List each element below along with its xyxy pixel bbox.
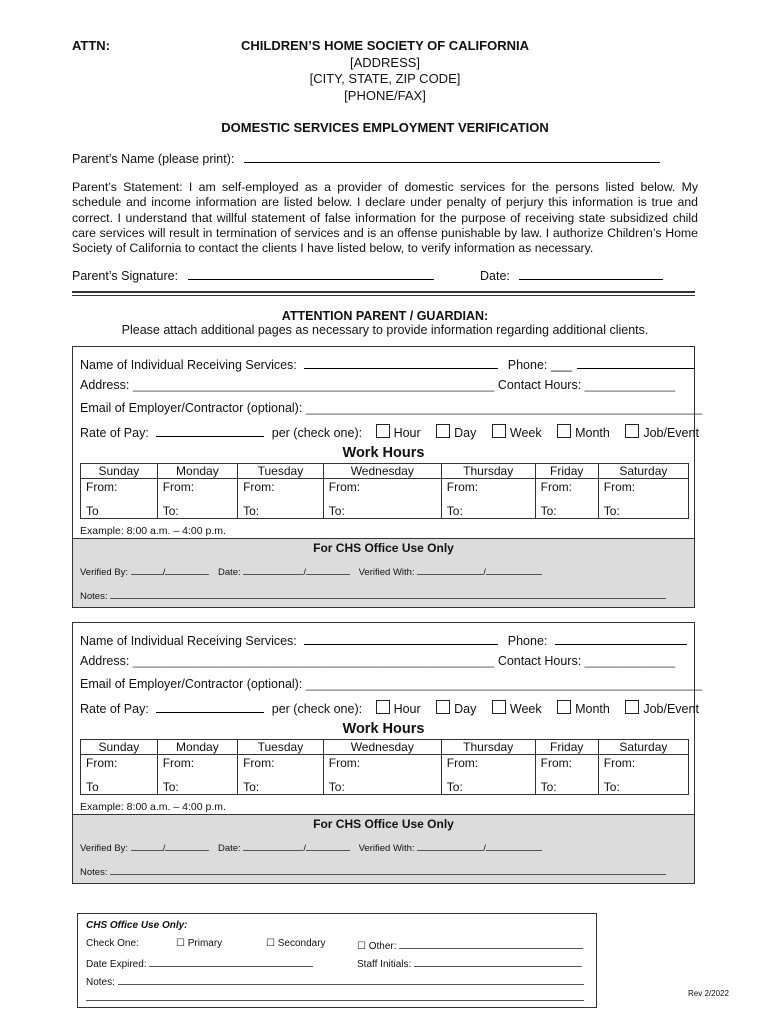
checkbox-icon[interactable]	[557, 424, 571, 438]
client2-contact-label: Contact Hours:	[497, 654, 582, 668]
client2-address-row	[80, 654, 675, 668]
day-cell[interactable]: From: To:	[441, 479, 535, 519]
day-cell[interactable]: From: To	[81, 479, 158, 519]
checkbox-icon[interactable]	[376, 700, 390, 714]
client1-work-hours-title: Work Hours	[342, 445, 425, 461]
day-cell[interactable]: From: To:	[323, 755, 441, 795]
client1-contact-field[interactable]: _____________	[584, 378, 676, 392]
client1-option-job[interactable]: Job/Event	[625, 426, 699, 440]
office-notes-line-2[interactable]	[86, 1000, 584, 1001]
staff-initials-field[interactable]	[414, 956, 582, 967]
client1-contact-label: Contact Hours:	[497, 378, 582, 392]
client1-phone-prefix: ___	[550, 358, 572, 372]
day-header: Monday	[157, 740, 237, 755]
day-cell[interactable]: From: To:	[598, 755, 688, 795]
checkbox-icon[interactable]	[492, 424, 506, 438]
org-name: CHILDREN’S HOME SOCIETY OF CALIFORNIA	[241, 38, 529, 53]
client1-name-row	[80, 356, 695, 372]
date-expired-row	[86, 956, 313, 970]
client2-contact-field[interactable]: _____________	[584, 654, 676, 668]
signature-date-row	[480, 267, 663, 283]
signature-row	[72, 267, 434, 283]
day-header: Wednesday	[323, 464, 441, 479]
client1-address-label: Address:	[80, 378, 130, 392]
client2-option-month[interactable]: Month	[557, 702, 610, 716]
client2-verified-row: Verified By: / Date: / Verified With: /	[80, 840, 542, 854]
day-header: Tuesday	[238, 740, 324, 755]
client2-example: Example: 8:00 a.m. – 4:00 p.m.	[80, 801, 226, 813]
client2-work-hours-table	[80, 739, 689, 795]
client2-email-label: Email of Employer/Contractor (optional):	[80, 677, 303, 691]
other-option-row	[357, 938, 583, 952]
parent-name-field[interactable]	[244, 150, 660, 163]
day-header: Wednesday	[323, 740, 441, 755]
other-field[interactable]	[399, 938, 583, 949]
client2-address-field[interactable]: ____________________________________________________	[132, 654, 495, 668]
client2-rate-row	[80, 700, 699, 716]
day-cell[interactable]: From: To:	[157, 755, 237, 795]
divider-bottom	[72, 295, 695, 296]
client2-rate-field[interactable]	[156, 700, 264, 713]
secondary-option[interactable]: ☐ Secondary	[266, 938, 326, 949]
divider-top	[72, 291, 695, 293]
client1-verified-row: Verified By: / Date: / Verified With: /	[80, 564, 542, 578]
day-cell[interactable]: From: To:	[441, 755, 535, 795]
client2-email-field[interactable]: _________________________________________________________	[305, 677, 703, 691]
org-city: [CITY, STATE, ZIP CODE]	[309, 71, 461, 86]
checkbox-icon[interactable]	[376, 424, 390, 438]
parent-name-label: Parent’s Name (please print):	[72, 152, 235, 166]
checkbox-icon[interactable]	[436, 424, 450, 438]
day-header: Saturday	[598, 740, 688, 755]
client2-phone-field[interactable]	[555, 632, 687, 645]
client1-phone-label: Phone:	[507, 358, 548, 372]
client2-per-label: per (check one):	[271, 702, 363, 716]
client2-name-label: Name of Individual Receiving Services:	[80, 634, 297, 648]
client2-notes-row: Notes:	[80, 864, 666, 878]
checkbox-icon[interactable]	[557, 700, 571, 714]
client1-email-label: Email of Employer/Contractor (optional):	[80, 401, 303, 415]
client1-email-row	[80, 401, 702, 415]
client2-name-field[interactable]	[304, 632, 498, 645]
checkbox-icon[interactable]	[625, 424, 639, 438]
form-title: DOMESTIC SERVICES EMPLOYMENT VERIFICATION	[221, 120, 549, 135]
client1-option-month[interactable]: Month	[557, 426, 610, 440]
org-phone-fax: [PHONE/FAX]	[344, 87, 426, 103]
staff-initials-row	[357, 956, 582, 970]
day-cell[interactable]: From: To	[81, 755, 158, 795]
client2-address-label: Address:	[80, 654, 130, 668]
day-header: Saturday	[598, 464, 688, 479]
client2-option-day[interactable]: Day	[436, 702, 476, 716]
client1-option-week[interactable]: Week	[492, 426, 542, 440]
office-notes-field[interactable]	[118, 974, 584, 985]
signature-field[interactable]	[188, 267, 434, 280]
client1-rate-row	[80, 424, 699, 440]
client1-name-label: Name of Individual Receiving Services:	[80, 358, 297, 372]
client2-email-row	[80, 677, 702, 691]
signature-label: Parent’s Signature:	[72, 269, 179, 283]
client2-notes-field[interactable]	[110, 864, 666, 875]
parent-name-row	[72, 150, 660, 166]
client2-option-job[interactable]: Job/Event	[625, 702, 699, 716]
day-header: Friday	[535, 740, 598, 755]
day-header: Tuesday	[238, 464, 324, 479]
checkbox-icon[interactable]	[625, 700, 639, 714]
client2-rate-label: Rate of Pay:	[80, 702, 149, 716]
client2-chs-title: For CHS Office Use Only	[313, 817, 454, 831]
client1-notes-row: Notes:	[80, 588, 666, 602]
client1-work-hours-table	[80, 463, 689, 519]
checkbox-icon[interactable]	[436, 700, 450, 714]
org-header	[190, 38, 580, 104]
day-cell[interactable]: From: To:	[535, 755, 598, 795]
parent-statement: Parent’s Statement: I am self-employed as a provider of domestic services for the persons listed below. My schedule and income information are listed below. I declare under penalty of perjury this information is true and correct. I understand that willful statement of false information for the purpose of receiving state subsidized child care services will result in termination of services and is an offense punishable by law. I authorize Children’s Home Society of California to contact the clients I have listed below, to verify information as necessary.	[72, 180, 698, 256]
day-header: Thursday	[441, 740, 535, 755]
client2-name-row	[80, 632, 687, 648]
staff-initials-label: Staff Initials:	[357, 959, 412, 970]
day-header: Thursday	[441, 464, 535, 479]
day-cell[interactable]: From: To:	[238, 479, 324, 519]
client1-notes-field[interactable]	[110, 588, 666, 599]
office-box-title: CHS Office Use Only:	[86, 920, 188, 931]
date-expired-field[interactable]	[149, 956, 313, 967]
attention-note: Please attach additional pages as necessary to provide information regarding additional clients.	[121, 323, 649, 337]
office-notes-row	[86, 974, 584, 988]
client1-rate-label: Rate of Pay:	[80, 426, 149, 440]
attention-title: ATTENTION PARENT / GUARDIAN:	[281, 309, 489, 323]
client2-option-hour[interactable]: Hour	[376, 702, 421, 716]
office-use-box	[77, 913, 597, 1008]
attn-label: ATTN:	[72, 38, 111, 53]
signature-date-label: Date:	[480, 269, 510, 283]
client2-chs-office	[73, 814, 694, 883]
day-header: Sunday	[81, 464, 158, 479]
client1-name-field[interactable]	[304, 356, 498, 369]
client1-per-label: per (check one):	[271, 426, 363, 440]
client1-chs-title: For CHS Office Use Only	[313, 541, 454, 555]
day-cell[interactable]: From: To:	[535, 479, 598, 519]
other-option[interactable]: ☐ Other:	[357, 941, 397, 952]
client1-option-day[interactable]: Day	[436, 426, 476, 440]
client1-email-field[interactable]: _________________________________________________________	[305, 401, 703, 415]
org-address: [ADDRESS]	[349, 54, 421, 70]
client1-phone-field[interactable]	[577, 356, 695, 369]
date-expired-label: Date Expired:	[86, 959, 147, 970]
day-cell[interactable]: From: To:	[598, 479, 688, 519]
primary-option[interactable]: ☐ Primary	[176, 938, 223, 949]
client1-example: Example: 8:00 a.m. – 4:00 p.m.	[80, 525, 226, 537]
client2-phone-label: Phone:	[507, 634, 548, 648]
client1-option-hour[interactable]: Hour	[376, 426, 421, 440]
check-one-label: Check One:	[86, 938, 139, 949]
client1-address-field[interactable]: ____________________________________________________	[132, 378, 495, 392]
client1-address-row	[80, 378, 675, 392]
client2-option-week[interactable]: Week	[492, 702, 542, 716]
day-cell[interactable]: From: To:	[238, 755, 324, 795]
office-notes-label: Notes:	[86, 977, 115, 988]
client1-rate-field[interactable]	[156, 424, 264, 437]
signature-date-field[interactable]	[519, 267, 663, 280]
revision-label: Rev 2/2022	[688, 989, 729, 998]
client1-chs-office	[73, 538, 694, 607]
client2-work-hours-title: Work Hours	[342, 721, 425, 737]
day-header: Sunday	[81, 740, 158, 755]
client-block-2	[72, 622, 703, 884]
day-cell[interactable]: From: To:	[323, 479, 441, 519]
day-header: Friday	[535, 464, 598, 479]
client-block-1	[72, 346, 703, 608]
day-cell[interactable]: From: To:	[157, 479, 237, 519]
day-header: Monday	[157, 464, 237, 479]
checkbox-icon[interactable]	[492, 700, 506, 714]
